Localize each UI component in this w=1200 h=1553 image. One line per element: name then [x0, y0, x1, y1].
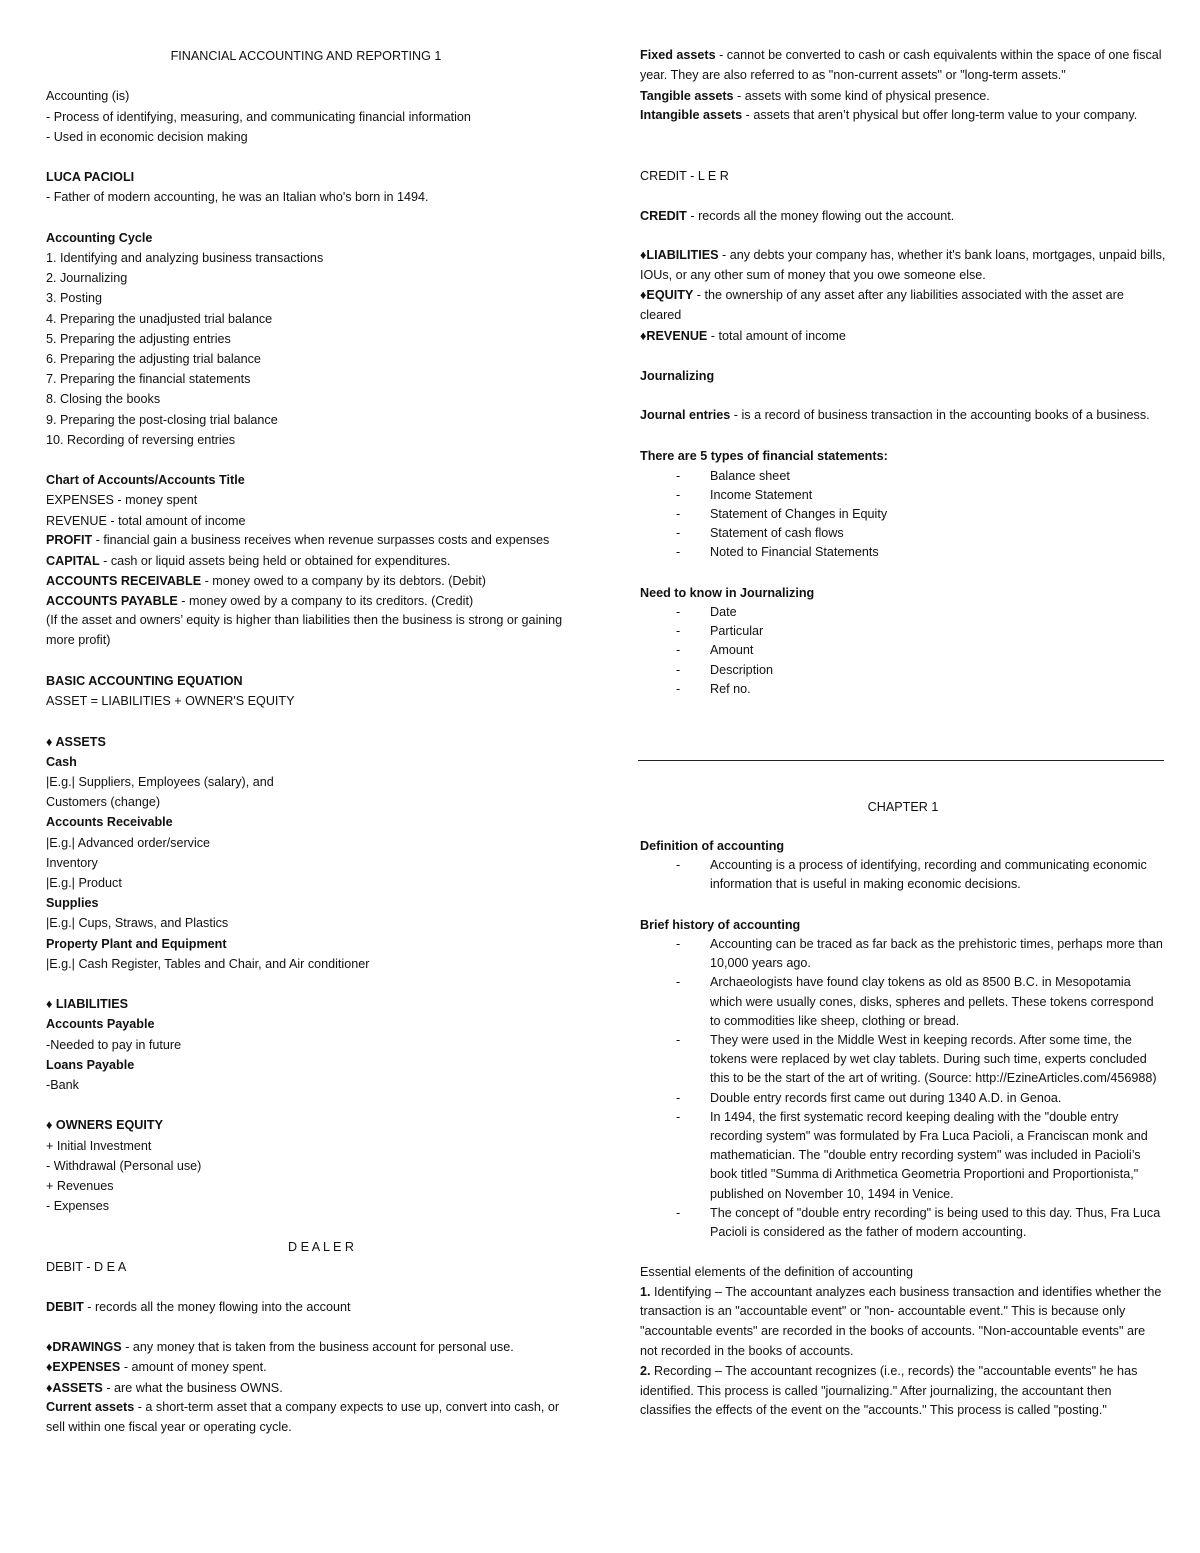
- owners-equity-item: + Initial Investment: [46, 1138, 152, 1153]
- term-assets-debit: ♦ASSETS - are what the business OWNS.: [46, 1380, 283, 1395]
- term-drawings: ♦DRAWINGS - any money that is taken from the business account for personal use.: [46, 1339, 514, 1354]
- accounting-is-line: - Used in economic decision making: [46, 129, 248, 144]
- asset-example: Customers (change): [46, 795, 161, 810]
- owners-equity-item: + Revenues: [46, 1179, 114, 1194]
- term-tangible-assets: Tangible assets - assets with some kind of physical presence.: [640, 88, 990, 103]
- cycle-step: 8. Closing the books: [46, 392, 161, 407]
- journalizing-heading: Journalizing: [640, 368, 715, 383]
- chapter-heading: CHAPTER 1: [867, 800, 939, 814]
- equation-heading: BASIC ACCOUNTING EQUATION: [46, 674, 243, 688]
- cycle-step: 7. Preparing the financial statements: [46, 372, 251, 387]
- term-equity: ♦EQUITY - the ownership of any asset after any liabilities associated with the asset are cleared: [640, 287, 1124, 322]
- asset-ppe: Property Plant and Equipment: [46, 936, 227, 951]
- pacioli-heading: LUCA PACIOLI: [46, 170, 135, 185]
- left-column: [46, 46, 566, 1437]
- term-fixed-assets: Fixed assets - cannot be converted to cash or cash equivalents within the space of one fiscal year. They are also referred to as "non-current assets" or "long-term assets.": [640, 48, 1162, 82]
- term-journal-entries: Journal entries - is a record of business transaction in the accounting books of a business.: [640, 408, 1150, 423]
- asset-example: |E.g.| Cups, Straws, and Plastics: [46, 916, 229, 931]
- cycle-step: 9. Preparing the post-closing trial balance: [46, 412, 278, 427]
- cycle-step: 5. Preparing the adjusting entries: [46, 331, 231, 346]
- cycle-step: 1. Identifying and analyzing business transactions: [46, 250, 324, 265]
- dealer-heading: D E A L E R: [287, 1239, 355, 1254]
- financial-statement-item: - Noted to Financial Statements: [676, 545, 879, 560]
- history-item: - Accounting can be traced as far back as the prehistoric times, perhaps more than 10,000 years ago.: [676, 937, 1163, 971]
- accounting-cycle-heading: Accounting Cycle: [46, 230, 153, 245]
- asset-example: |E.g.| Advanced order/service: [46, 835, 211, 850]
- liability-accounts-payable: Accounts Payable: [46, 1017, 155, 1032]
- asset-cash: Cash: [46, 754, 77, 769]
- history-item: - In 1494, the first systematic record keeping dealing with the "double entry recording system" was formulated by Fra Luca Pacioli, a Franciscan monk and mathematician. The "double entry recording system" was included in Pacioli’s book titled "Summa di Arithmetica Geometria Proportioni and Proportionista," published on November 10, 1494 in Venice.: [676, 1109, 1148, 1201]
- cycle-step: 2. Journalizing: [46, 271, 128, 286]
- definition-item: - Accounting is a process of identifying, recording and communicating economic information that is useful in making economic decisions.: [676, 858, 1147, 892]
- history-item: - The concept of "double entry recording" is being used to this day. Thus, Fra Luca Pacioli is considered as the father of modern accounting.: [676, 1205, 1161, 1240]
- need-to-know-heading: Need to know in Journalizing: [640, 585, 815, 600]
- financial-statement-item: - Statement of Changes in Equity: [676, 506, 888, 521]
- accounting-is-line: - Process of identifying, measuring, and communicating financial information: [46, 109, 471, 124]
- essential-elements-heading: Essential elements of the definition of accounting: [640, 1265, 914, 1280]
- need-to-know-item: - Amount: [676, 643, 754, 658]
- term-revenue: REVENUE - total amount of income: [46, 513, 246, 528]
- essential-element-recording: 2. Recording – The accountant recognizes (i.e., records) the "accountable events" he has identified. This process is called "journalizing." After journalizing, the accountant then classifies the effects of the event on the "accounts." This process is called "posting.": [640, 1363, 1138, 1418]
- cycle-step: 10. Recording of reversing entries: [46, 432, 236, 447]
- liabilities-heading: ♦ LIABILITIES: [46, 997, 128, 1012]
- history-item: - They were used in the Middle West in keeping records. After some time, the tokens were replaced by wet clay tablets. During such time, experts concluded this to be the start of the art of writing. (Source: http://EzineArticles.com/456988): [676, 1033, 1157, 1086]
- owners-equity-heading: ♦ OWNERS EQUITY: [46, 1118, 163, 1133]
- cycle-step: 6. Preparing the adjusting trial balance: [46, 352, 261, 366]
- cycle-step: 4. Preparing the unadjusted trial balance: [46, 311, 273, 326]
- assets-heading: ♦ ASSETS: [46, 734, 106, 749]
- liability-example: -Needed to pay in future: [46, 1037, 182, 1052]
- term-accounts-payable: ACCOUNTS PAYABLE - money owed by a company to its creditors. (Credit): [46, 594, 474, 609]
- chapter-content: [640, 836, 1166, 1421]
- debit-heading: DEBIT - D E A: [46, 1259, 127, 1274]
- credit-definition: CREDIT - records all the money flowing out the account.: [640, 208, 955, 223]
- essential-element-identifying: 1. Identifying – The accountant analyzes each business transaction and identifies whether the transaction is an "accountable event" or "non- accountable event." This is because only "accountable events" are recorded in the books of accounts. "Non-accountable events" are not recorded in the books of accounts.: [640, 1284, 1162, 1359]
- asset-supplies: Supplies: [46, 896, 99, 911]
- asset-example: |E.g.| Suppliers, Employees (salary), and: [46, 775, 274, 789]
- document-title: FINANCIAL ACCOUNTING AND REPORTING 1: [170, 49, 442, 63]
- need-to-know-item: - Ref no.: [676, 681, 751, 696]
- liability-example: -Bank: [46, 1078, 79, 1093]
- history-item: - Archaeologists have found clay tokens as old as 8500 B.C. in Mesopotamia which were usually cones, disks, spheres and pellets. These tokens correspond to commodities like sheep, clothing or bread.: [676, 975, 1154, 1028]
- term-expenses-debit: ♦EXPENSES - amount of money spent.: [46, 1360, 267, 1375]
- need-to-know-item: - Particular: [676, 624, 764, 639]
- term-liabilities: ♦LIABILITIES - any debts your company has, whether it's bank loans, mortgages, unpaid bills, IOUs, or any other sum of money that you owe someone else.: [640, 248, 1166, 283]
- pacioli-line: - Father of modern accounting, he was an Italian who's born in 1494.: [46, 190, 429, 205]
- asset-accounts-receivable: Accounts Receivable: [46, 815, 173, 830]
- credit-heading: CREDIT - L E R: [640, 168, 729, 183]
- term-expenses: EXPENSES - money spent: [46, 493, 198, 508]
- term-accounts-receivable: ACCOUNTS RECEIVABLE - money owed to a company by its debtors. (Debit): [46, 573, 486, 588]
- debit-definition: DEBIT - records all the money flowing into the account: [46, 1300, 351, 1315]
- cycle-step: 3. Posting: [46, 291, 103, 306]
- owners-equity-item: - Withdrawal (Personal use): [46, 1158, 202, 1173]
- asset-inventory: Inventory: [46, 855, 98, 870]
- asset-example: |E.g.| Cash Register, Tables and Chair, and Air conditioner: [46, 956, 370, 971]
- need-to-know-item: - Description: [676, 662, 773, 677]
- need-to-know-item: - Date: [676, 604, 737, 619]
- definition-heading: Definition of accounting: [640, 839, 785, 853]
- financial-statement-item: - Balance sheet: [676, 468, 790, 483]
- right-column: [640, 46, 1166, 699]
- financial-statement-item: - Statement of cash flows: [676, 526, 844, 541]
- term-capital: CAPITAL - cash or liquid assets being held or obtained for expenditures.: [46, 553, 451, 568]
- term-revenue-credit: ♦REVENUE - total amount of income: [640, 328, 846, 343]
- owners-equity-item: - Expenses: [46, 1199, 109, 1214]
- equation: ASSET = LIABILITIES + OWNER'S EQUITY: [46, 694, 295, 709]
- accounting-is-heading: Accounting (is): [46, 89, 130, 104]
- section-divider: [638, 760, 1164, 761]
- history-item: - Double entry records first came out during 1340 A.D. in Genoa.: [676, 1090, 1062, 1105]
- liability-loans-payable: Loans Payable: [46, 1057, 135, 1072]
- term-profit: PROFIT - financial gain a business receives when revenue surpasses costs and expenses: [46, 532, 550, 547]
- equity-note: (If the asset and owners’ equity is higher than liabilities then the business is strong or gaining more profit): [46, 613, 563, 648]
- term-intangible-assets: Intangible assets - assets that aren’t physical but offer long-term value to your company.: [640, 107, 1138, 122]
- term-current-assets: Current assets - a short-term asset that a company expects to use up, convert into cash, or sell within one fiscal year or operating cycle.: [46, 1399, 560, 1434]
- asset-example: |E.g.| Product: [46, 876, 122, 891]
- history-heading: Brief history of accounting: [640, 917, 801, 932]
- financial-statement-item: - Income Statement: [676, 487, 813, 502]
- financial-statements-heading: There are 5 types of financial statements:: [640, 449, 888, 464]
- chart-of-accounts-heading: Chart of Accounts/Accounts Title: [46, 473, 245, 488]
